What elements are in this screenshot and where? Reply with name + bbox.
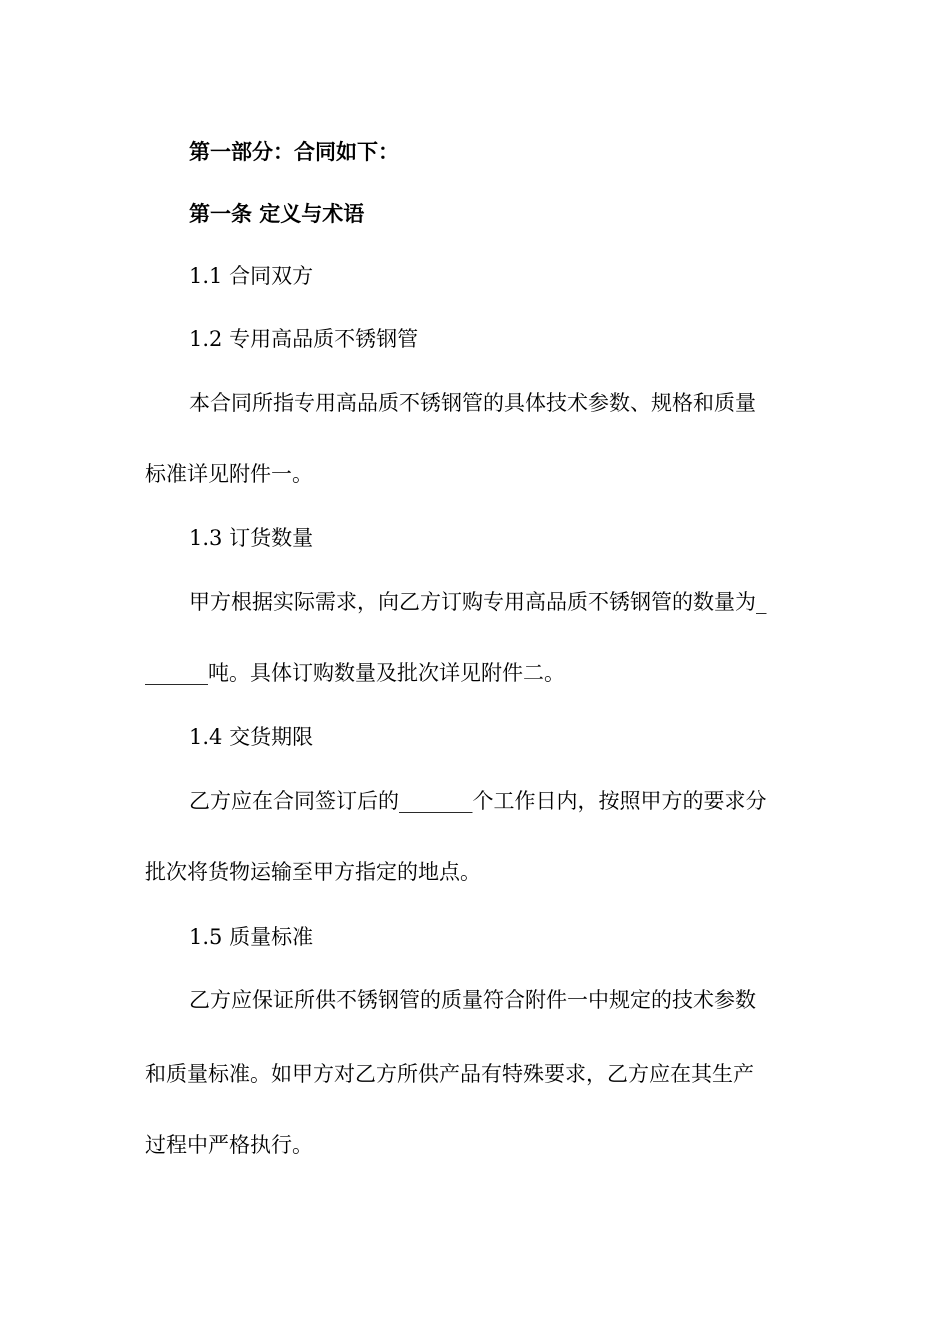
section-1-4-paragraph-line-2: 批次将货物运输至甲方指定的地点。 <box>145 860 481 884</box>
section-1-2-paragraph-line-2: 标准详见附件一。 <box>145 462 313 486</box>
section-1-5-paragraph-line-1: 乙方应保证所供不锈钢管的质量符合附件一中规定的技术参数 <box>189 988 756 1012</box>
section-1-5-heading: 1.5 质量标准 <box>189 925 314 949</box>
section-1-3-heading: 1.3 订货数量 <box>189 526 314 550</box>
article-title: 第一条 定义与术语 <box>189 202 365 226</box>
section-1-3-paragraph-line-2: ______吨。具体订购数量及批次详见附件二。 <box>145 661 565 685</box>
section-1-1-heading: 1.1 合同双方 <box>189 264 314 288</box>
part-title: 第一部分：合同如下： <box>189 140 399 164</box>
section-1-5-paragraph-line-2: 和质量标准。如甲方对乙方所供产品有特殊要求，乙方应在其生产 <box>145 1062 754 1086</box>
section-1-3-paragraph-line-1: 甲方根据实际需求，向乙方订购专用高品质不锈钢管的数量为_ <box>189 590 767 614</box>
section-1-4-paragraph-line-1: 乙方应在合同签订后的_______个工作日内，按照甲方的要求分 <box>189 789 767 813</box>
section-1-4-heading: 1.4 交货期限 <box>189 725 314 749</box>
section-1-2-paragraph-line-1: 本合同所指专用高品质不锈钢管的具体技术参数、规格和质量 <box>189 391 756 415</box>
section-1-2-heading: 1.2 专用高品质不锈钢管 <box>189 327 419 351</box>
section-1-5-paragraph-line-3: 过程中严格执行。 <box>145 1133 313 1157</box>
